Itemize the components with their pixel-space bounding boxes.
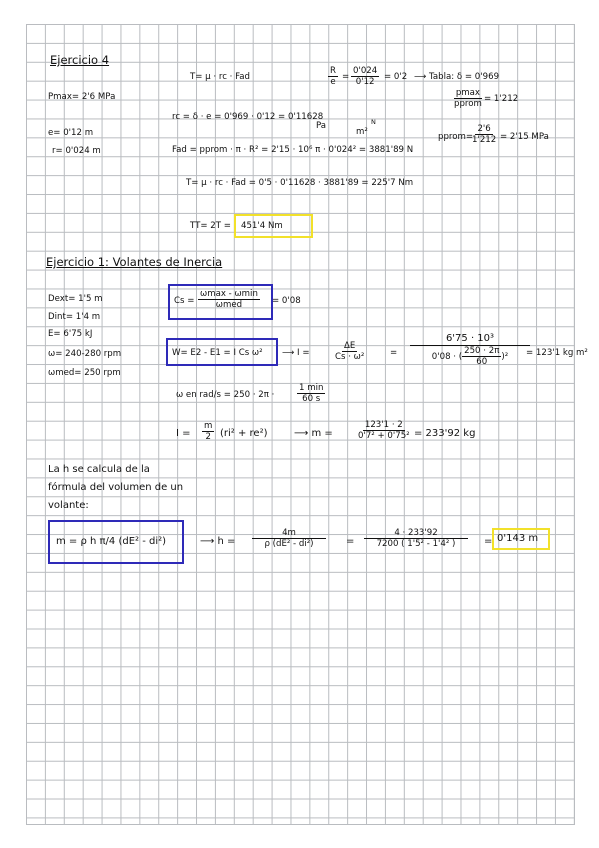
- pprom-lhs: pprom=: [438, 132, 474, 142]
- pmax-given: Pmax= 2'6 MPa: [48, 92, 116, 102]
- volume-formula: m = ρ h π/4 (dE² - di²): [56, 536, 167, 547]
- mass-arrow: ⟶ m =: [294, 428, 333, 439]
- note-line-1: La h se calcula de la: [48, 464, 150, 475]
- r-over-e-fraction: $\frac{0'024}{0'12}$: [353, 66, 378, 87]
- i-equals: =: [390, 348, 398, 358]
- note-line-2: fórmula del volumen de un: [48, 482, 184, 493]
- table-lookup: ⟶ Tabla: δ = 0'969: [414, 72, 500, 82]
- equals-sign: =: [342, 72, 350, 82]
- pprom-fraction: $\frac{2'6}{1'212}$: [472, 124, 497, 145]
- inertia-formula-lhs: I =: [176, 428, 191, 439]
- height-result: 0'143 m: [497, 533, 539, 544]
- omega-conversion-fraction: 1 min 60 s: [299, 383, 324, 404]
- i-arrow: ⟶ I =: [282, 348, 310, 358]
- h-equals-2: =: [484, 536, 493, 547]
- h-fraction-2: $\frac{4 \cdot 233'92}{\text{7200 ( 1'5² - 1'4² )}}$: [364, 528, 468, 549]
- fad-line: Fad = pprom · π · R² = 2'15 · 10⁶ π · 0'024² = 3881'89 N: [172, 145, 414, 155]
- note-line-3: volante:: [48, 500, 89, 511]
- i-fraction-2: 6'75 · 10³ 0'08 · ( $\frac{250 \cdot 2\pi}{60}$ )²: [410, 333, 530, 367]
- torque-formula: T= μ · rc · Fad: [190, 72, 250, 82]
- dext-given: Dext= 1'5 m: [48, 294, 103, 304]
- work-formula: W= E2 - E1 = I Cs ω²: [172, 348, 263, 358]
- total-torque-value: 451'4 Nm: [241, 221, 283, 231]
- total-torque-label: TT= 2T =: [190, 221, 231, 231]
- rc-line: rc = δ · e = 0'969 · 0'12 = 0'11628: [172, 112, 324, 122]
- inertia-half-fraction: $\frac{m}{2}$: [204, 421, 213, 442]
- r-over-e-result: = 0'2: [384, 72, 408, 82]
- exercise-4-title: Ejercicio 4: [50, 53, 110, 67]
- dint-given: Dint= 1'4 m: [48, 312, 101, 322]
- r-given: r= 0'024 m: [52, 146, 101, 156]
- energy-given: E= 6'75 kJ: [48, 329, 93, 339]
- mass-fraction: $\frac{123'1 \cdot 2}{\text{0'7² + 0'75²}}$: [358, 420, 410, 441]
- omega-conversion: ω en rad/s = 250 · 2π ·: [176, 390, 275, 400]
- pprom-result: = 2'15 MPa: [500, 132, 549, 142]
- m2-label: m²: [356, 127, 368, 137]
- pmax-ratio-value: = 1'212: [484, 94, 519, 104]
- pa-label: Pa: [316, 121, 327, 131]
- mass-result: = 233'92 kg: [414, 428, 476, 439]
- inertia-result: = 123'1 kg m²: [526, 348, 588, 358]
- h-arrow: ⟶ h =: [200, 536, 236, 547]
- i-fraction-1: $\frac{\Delta E}{\text{Cs · ω²}}$: [335, 341, 365, 362]
- omega-range-given: ω= 240-280 rpm: [48, 349, 122, 359]
- h-fraction-1: $\frac{4m}{\text{ρ (dE² - di²)}}$: [252, 528, 326, 549]
- cs-result: = 0'08: [272, 296, 301, 306]
- e-given: e= 0'12 m: [48, 128, 94, 138]
- exercise-1-title: Ejercicio 1: Volantes de Inercia: [46, 255, 223, 269]
- pmax-ratio-fraction: pmax pprom: [454, 88, 482, 109]
- r-over-e-lhs: $\frac{R}{e}$: [330, 66, 336, 87]
- n-label: N: [371, 118, 376, 126]
- torque-calculation: T= μ · rc · Fad = 0'5 · 0'11628 · 3881'89 = 225'7 Nm: [186, 178, 414, 188]
- inertia-radii-term: (ri² + re²): [220, 428, 268, 439]
- cs-lhs: Cs =: [174, 296, 195, 306]
- h-equals: =: [346, 536, 355, 547]
- omega-med-given: ωmed= 250 rpm: [48, 368, 121, 378]
- cs-fraction: ωmax - ωmin ωmed: [200, 289, 258, 310]
